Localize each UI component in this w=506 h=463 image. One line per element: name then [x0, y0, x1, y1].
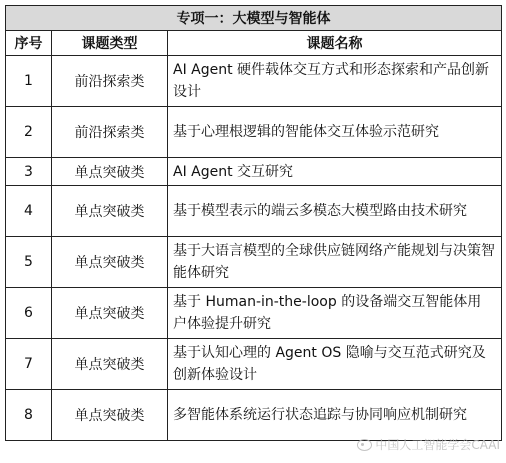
watermark-text: 中国人工智能学会CAAI: [375, 438, 500, 452]
row-name: 基于大语言模型的全球供应链网络产能规划与决策智能体研究: [168, 237, 502, 288]
table-title-row: [6, 6, 502, 31]
row-name: 基于认知心理的 Agent OS 隐喻与交互范式研究及创新体验设计: [168, 339, 502, 390]
row-number: 6: [6, 288, 52, 339]
table-row: [6, 339, 502, 390]
row-number: 8: [6, 390, 52, 441]
table-title: 专项一：大模型与智能体: [6, 6, 502, 31]
row-number: 2: [6, 107, 52, 158]
weibo-icon: [357, 439, 372, 451]
row-name: AI Agent 交互研究: [168, 158, 502, 186]
row-number: 1: [6, 56, 52, 107]
table-row: [6, 107, 502, 158]
row-type: 前沿探索类: [52, 56, 168, 107]
row-name: 基于 Human-in-the-loop 的设备端交互智能体用户体验提升研究: [168, 288, 502, 339]
header-no: 序号: [6, 31, 52, 56]
row-name: AI Agent 硬件载体交互方式和形态探索和产品创新设计: [168, 56, 502, 107]
topic-table: [5, 5, 502, 441]
row-number: 7: [6, 339, 52, 390]
header-name: 课题名称: [168, 31, 502, 56]
table-header-row: [6, 31, 502, 56]
row-type: 单点突破类: [52, 339, 168, 390]
row-type: 单点突破类: [52, 186, 168, 237]
table-row: [6, 390, 502, 441]
watermark: [357, 436, 500, 453]
row-type: 单点突破类: [52, 158, 168, 186]
row-type: 前沿探索类: [52, 107, 168, 158]
row-number: 3: [6, 158, 52, 186]
row-number: 4: [6, 186, 52, 237]
row-type: 单点突破类: [52, 237, 168, 288]
table-row: [6, 288, 502, 339]
row-number: 5: [6, 237, 52, 288]
table-row: [6, 158, 502, 186]
table-row: [6, 56, 502, 107]
table-row: [6, 237, 502, 288]
row-name: 多智能体系统运行状态追踪与协同响应机制研究: [168, 390, 502, 441]
header-type: 课题类型: [52, 31, 168, 56]
row-type: 单点突破类: [52, 288, 168, 339]
row-name: 基于模型表示的端云多模态大模型路由技术研究: [168, 186, 502, 237]
table-row: [6, 186, 502, 237]
row-type: 单点突破类: [52, 390, 168, 441]
row-name: 基于心理根逻辑的智能体交互体验示范研究: [168, 107, 502, 158]
